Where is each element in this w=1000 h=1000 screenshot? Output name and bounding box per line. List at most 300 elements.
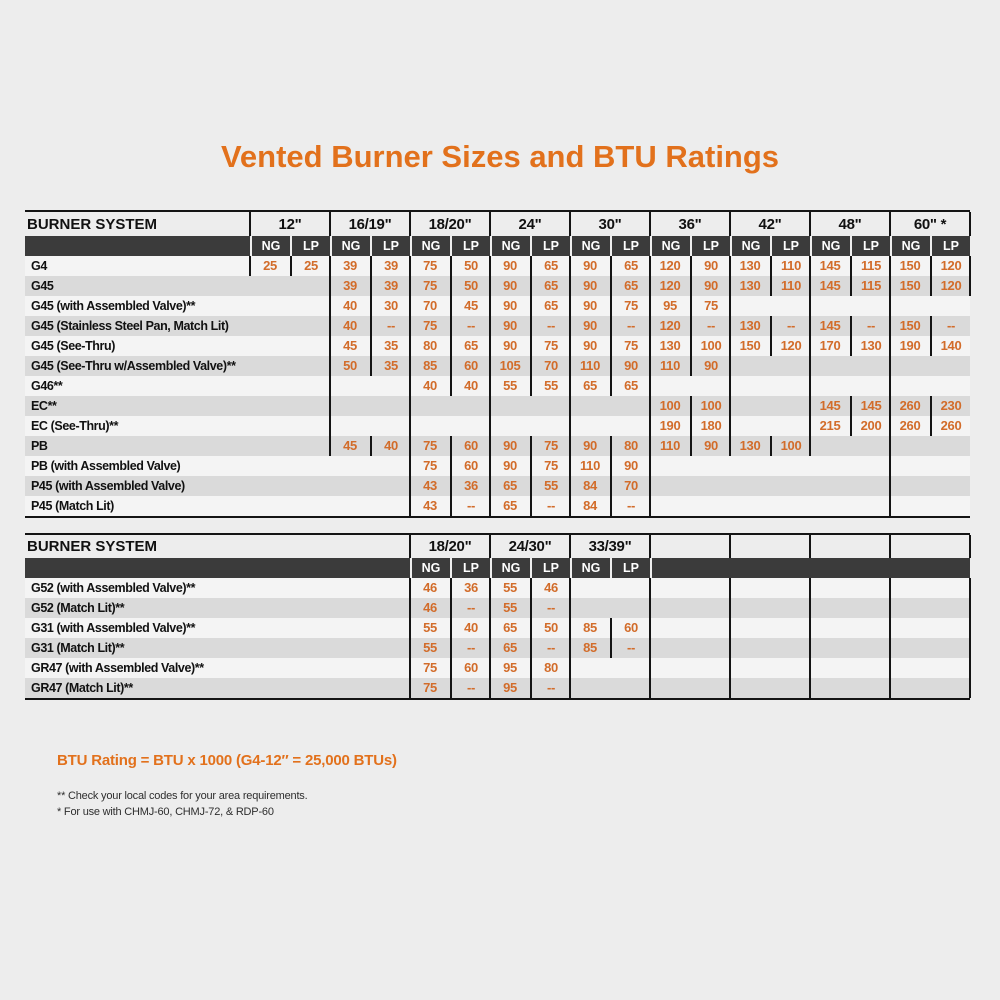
btu-value-cell: --: [930, 316, 970, 336]
group-divider: [569, 212, 571, 236]
btu-value-cell: 95: [663, 298, 677, 313]
gas-label: NG: [410, 236, 450, 256]
btu-value-cell: 39: [343, 278, 357, 293]
gas-bar-spacer: [25, 236, 250, 256]
btu-value-cell: --: [530, 638, 570, 658]
btu-value-cell: [570, 396, 610, 416]
gas-label: LP: [850, 236, 890, 256]
table-row: [25, 476, 970, 496]
btu-value-cell: 260: [899, 398, 921, 413]
btu-value-cell: 215: [819, 418, 841, 433]
burner-name: G31 (with Assembled Valve)**: [31, 621, 196, 635]
group-divider: [569, 535, 571, 558]
btu-value-cell: 39: [343, 258, 357, 273]
btu-value-cell: [690, 456, 730, 476]
btu-value-cell: 40: [450, 618, 490, 638]
table-row: [25, 296, 970, 316]
burner-name: P45 (with Assembled Valve): [31, 479, 185, 493]
btu-value-cell: 84: [583, 478, 597, 493]
table-row: [25, 336, 970, 356]
btu-value-cell: [850, 496, 890, 516]
btu-value-cell: [850, 436, 890, 456]
btu-value-cell: [690, 496, 730, 516]
btu-value-cell: --: [370, 316, 410, 336]
gas-label: NG: [330, 236, 370, 256]
btu-value-cell: 65: [450, 336, 490, 356]
btu-value-cell: 130: [739, 258, 761, 273]
group-divider: [649, 256, 651, 516]
btu-value-cell: 90: [503, 458, 517, 473]
btu-value-cell: 40: [343, 318, 357, 333]
btu-value-cell: 65: [503, 478, 517, 493]
btu-value-cell: 50: [450, 256, 490, 276]
btu-value-cell: --: [610, 496, 650, 516]
btu-value-cell: [250, 476, 290, 496]
btu-value-cell: [450, 396, 490, 416]
btu-value-cell: [490, 416, 530, 436]
btu-value-cell: 110: [770, 256, 810, 276]
btu-value-cell: --: [530, 316, 570, 336]
btu-value-cell: 75: [530, 436, 570, 456]
btu-value-cell: 85: [583, 620, 597, 635]
btu-value-cell: 115: [850, 256, 890, 276]
burner-name: G52 (with Assembled Valve)**: [31, 581, 196, 595]
btu-value-cell: 150: [899, 258, 921, 273]
btu-value-cell: --: [530, 496, 570, 516]
table-row: [25, 416, 970, 436]
btu-value-cell: 60: [450, 456, 490, 476]
gas-label: LP: [450, 558, 490, 578]
group-divider: [489, 212, 491, 236]
size-header: 12": [278, 215, 302, 233]
btu-value-cell: 90: [690, 256, 730, 276]
group-divider: [729, 212, 731, 236]
btu-value-cell: 55: [530, 476, 570, 496]
group-divider: [569, 578, 571, 698]
btu-value-cell: [330, 456, 370, 476]
btu-value-cell: 90: [583, 438, 597, 453]
btu-value-cell: 260: [899, 418, 921, 433]
btu-value-cell: [930, 356, 970, 376]
table-row: [25, 496, 970, 516]
btu-value-cell: --: [450, 496, 490, 516]
btu-value-cell: 65: [530, 276, 570, 296]
btu-value-cell: 43: [423, 478, 437, 493]
btu-value-cell: 90: [583, 338, 597, 353]
btu-value-cell: 30: [370, 296, 410, 316]
btu-value-cell: 60: [450, 356, 490, 376]
btu-value-cell: --: [770, 316, 810, 336]
group-divider: [249, 212, 251, 236]
gas-bar-spacer: [25, 558, 410, 578]
btu-value-cell: 90: [583, 298, 597, 313]
btu-value-cell: [290, 496, 330, 516]
group-divider: [569, 256, 571, 516]
btu-value-cell: [770, 296, 810, 316]
btu-value-cell: [810, 496, 850, 516]
burner-name: G45 (with Assembled Valve)**: [31, 299, 196, 313]
burner-name: PB: [31, 439, 48, 453]
btu-value-cell: 100: [690, 396, 730, 416]
group-divider: [649, 578, 651, 698]
burner-table-linear: [25, 533, 970, 700]
btu-value-cell: 55: [503, 580, 517, 595]
gas-label: LP: [530, 236, 570, 256]
btu-value-cell: [290, 376, 330, 396]
gas-label: LP: [450, 236, 490, 256]
btu-value-cell: 145: [819, 398, 841, 413]
group-divider: [809, 578, 811, 698]
btu-value-cell: 145: [819, 318, 841, 333]
table-row: [25, 376, 970, 396]
table-row: [25, 678, 970, 698]
size-header: 60" *: [913, 215, 947, 233]
burner-name: G45: [31, 279, 54, 293]
gas-label: NG: [810, 236, 850, 256]
btu-value-cell: [250, 276, 290, 296]
group-divider: [729, 578, 731, 698]
burner-name: G31 (Match Lit)**: [31, 641, 125, 655]
btu-value-cell: [770, 456, 810, 476]
burner-table-vented: [25, 210, 970, 518]
btu-value-cell: 130: [739, 318, 761, 333]
group-divider: [409, 535, 411, 558]
btu-value-cell: 75: [423, 258, 437, 273]
btu-value-cell: 50: [530, 618, 570, 638]
btu-value-cell: [850, 376, 890, 396]
btu-value-cell: 110: [579, 358, 601, 373]
btu-value-cell: [330, 376, 370, 396]
btu-value-cell: [930, 296, 970, 316]
size-header: 42": [758, 215, 782, 233]
btu-value-cell: 145: [850, 396, 890, 416]
group-divider: [329, 212, 331, 236]
btu-value-cell: 120: [930, 256, 970, 276]
table-body: [25, 256, 970, 516]
burner-name: G45 (Stainless Steel Pan, Match Lit): [31, 319, 229, 333]
btu-value-cell: 65: [530, 256, 570, 276]
group-divider: [329, 256, 331, 456]
burner-name: G45 (See-Thru): [31, 339, 115, 353]
burner-name: G52 (Match Lit)**: [31, 601, 125, 615]
gas-label: NG: [490, 558, 530, 578]
size-header: 48": [838, 215, 862, 233]
btu-value-cell: [330, 416, 370, 436]
btu-value-cell: --: [690, 316, 730, 336]
btu-value-cell: --: [450, 678, 490, 698]
btu-value-cell: 115: [850, 276, 890, 296]
btu-value-cell: 90: [610, 456, 650, 476]
btu-value-cell: 85: [423, 358, 437, 373]
btu-value-cell: [770, 356, 810, 376]
btu-value-cell: [610, 658, 650, 678]
group-divider: [889, 212, 891, 236]
btu-value-cell: [930, 476, 970, 496]
gas-label: NG: [730, 236, 770, 256]
btu-value-cell: [890, 496, 930, 516]
btu-value-cell: [770, 476, 810, 496]
btu-value-cell: --: [610, 638, 650, 658]
size-header: 16/19": [348, 215, 392, 233]
btu-value-cell: [290, 416, 330, 436]
btu-value-cell: [850, 296, 890, 316]
btu-value-cell: [490, 396, 530, 416]
group-divider: [729, 535, 731, 558]
btu-value-cell: [570, 416, 610, 436]
burner-name: EC (See-Thru)**: [31, 419, 119, 433]
btu-value-cell: 100: [659, 398, 681, 413]
btu-value-cell: [890, 356, 930, 376]
btu-value-cell: 55: [503, 378, 517, 393]
btu-value-cell: 80: [423, 338, 437, 353]
btu-value-cell: 80: [530, 658, 570, 678]
btu-value-cell: [930, 436, 970, 456]
btu-value-cell: [810, 476, 850, 496]
btu-value-cell: 140: [930, 336, 970, 356]
btu-value-cell: [250, 416, 290, 436]
btu-value-cell: 65: [503, 640, 517, 655]
btu-value-cell: 75: [610, 336, 650, 356]
btu-value-cell: 90: [503, 258, 517, 273]
size-header: 18/20": [428, 215, 472, 233]
btu-value-cell: 145: [819, 278, 841, 293]
burner-system-header: BURNER SYSTEM: [27, 215, 158, 233]
btu-value-cell: 65: [610, 256, 650, 276]
btu-value-cell: [370, 396, 410, 416]
group-divider: [969, 578, 971, 698]
btu-value-cell: [690, 376, 730, 396]
size-header: 33/39": [588, 538, 632, 555]
group-divider: [889, 578, 891, 698]
btu-value-cell: --: [850, 316, 890, 336]
burner-name: GR47 (with Assembled Valve)**: [31, 661, 204, 675]
btu-value-cell: 90: [583, 318, 597, 333]
btu-value-cell: [730, 476, 770, 496]
table-row: [25, 658, 970, 678]
table-row: [25, 578, 970, 598]
size-header: 30": [598, 215, 622, 233]
btu-value-cell: 75: [423, 680, 437, 695]
btu-value-cell: 130: [850, 336, 890, 356]
table-body: [25, 578, 970, 698]
btu-value-cell: 65: [610, 276, 650, 296]
btu-value-cell: [570, 598, 610, 618]
table-row: [25, 396, 970, 416]
btu-value-cell: 90: [503, 278, 517, 293]
btu-value-cell: [610, 678, 650, 698]
btu-value-cell: 75: [610, 296, 650, 316]
btu-value-cell: 85: [583, 640, 597, 655]
btu-value-cell: [810, 376, 850, 396]
table-header-row: [25, 212, 970, 236]
group-divider: [969, 212, 971, 236]
btu-value-cell: 45: [343, 338, 357, 353]
btu-value-cell: 35: [370, 356, 410, 376]
table-row: [25, 276, 970, 296]
table-bottom-border: [25, 698, 970, 700]
btu-value-cell: 46: [530, 578, 570, 598]
btu-value-cell: 36: [450, 578, 490, 598]
btu-value-cell: 190: [899, 338, 921, 353]
btu-value-cell: 75: [530, 336, 570, 356]
btu-value-cell: 65: [610, 376, 650, 396]
btu-value-cell: --: [530, 598, 570, 618]
btu-value-cell: 260: [930, 416, 970, 436]
btu-value-cell: [810, 356, 850, 376]
btu-value-cell: [250, 396, 290, 416]
btu-value-cell: 200: [850, 416, 890, 436]
btu-value-cell: --: [530, 678, 570, 698]
btu-value-cell: [330, 496, 370, 516]
table-row: [25, 638, 970, 658]
btu-value-cell: [930, 456, 970, 476]
table-row: [25, 456, 970, 476]
size-header: 24": [518, 215, 542, 233]
group-divider: [409, 256, 411, 516]
table-row: [25, 618, 970, 638]
btu-value-cell: 145: [819, 258, 841, 273]
btu-value-cell: 190: [659, 418, 681, 433]
btu-value-cell: 75: [423, 438, 437, 453]
burner-name: PB (with Assembled Valve): [31, 459, 181, 473]
btu-value-cell: 65: [583, 378, 597, 393]
group-divider: [649, 212, 651, 236]
btu-value-cell: [690, 476, 730, 496]
btu-value-cell: [810, 296, 850, 316]
btu-value-cell: [290, 476, 330, 496]
btu-value-cell: 39: [370, 256, 410, 276]
gas-label: NG: [250, 236, 290, 256]
btu-value-cell: 130: [659, 338, 681, 353]
btu-value-cell: 70: [530, 356, 570, 376]
gas-label: NG: [570, 236, 610, 256]
gas-label: LP: [610, 558, 650, 578]
page-title: Vented Burner Sizes and BTU Ratings: [220, 139, 780, 174]
gas-label: LP: [290, 236, 330, 256]
btu-value-cell: 60: [450, 658, 490, 678]
btu-value-cell: [250, 296, 290, 316]
btu-value-cell: 100: [770, 436, 810, 456]
btu-value-cell: 90: [690, 276, 730, 296]
btu-value-cell: [250, 356, 290, 376]
btu-value-cell: [370, 496, 410, 516]
btu-value-cell: 60: [610, 618, 650, 638]
group-divider: [809, 256, 811, 456]
btu-value-cell: [730, 496, 770, 516]
btu-value-cell: 230: [930, 396, 970, 416]
btu-value-cell: 40: [450, 376, 490, 396]
btu-value-cell: --: [450, 638, 490, 658]
burner-name: EC**: [31, 399, 57, 413]
table-row: [25, 598, 970, 618]
btu-value-cell: [530, 396, 570, 416]
btu-value-cell: 105: [499, 358, 521, 373]
btu-value-cell: [730, 456, 770, 476]
btu-value-cell: --: [450, 598, 490, 618]
gas-label: LP: [370, 236, 410, 256]
btu-value-cell: [410, 396, 450, 416]
table-bottom-border: [25, 516, 970, 518]
gas-label: NG: [650, 236, 690, 256]
btu-value-cell: 120: [659, 318, 681, 333]
btu-value-cell: 50: [450, 276, 490, 296]
btu-value-cell: 75: [423, 458, 437, 473]
btu-value-cell: 100: [690, 336, 730, 356]
btu-value-cell: [250, 436, 290, 456]
btu-value-cell: 39: [370, 276, 410, 296]
btu-value-cell: [650, 456, 690, 476]
footnote-for-use: * For use with CHMJ-60, CHMJ-72, & RDP-60: [57, 806, 274, 818]
btu-value-cell: [850, 456, 890, 476]
btu-value-cell: 110: [579, 458, 601, 473]
btu-value-cell: [890, 456, 930, 476]
btu-value-cell: [890, 296, 930, 316]
btu-value-cell: [290, 296, 330, 316]
btu-value-cell: 120: [659, 258, 681, 273]
btu-value-cell: 90: [690, 356, 730, 376]
btu-value-cell: [290, 336, 330, 356]
group-divider: [889, 256, 891, 516]
btu-value-cell: 150: [739, 338, 761, 353]
btu-value-cell: 35: [370, 336, 410, 356]
btu-value-cell: 60: [450, 436, 490, 456]
burner-name: G4: [31, 259, 47, 273]
btu-value-cell: [610, 598, 650, 618]
btu-value-cell: 90: [583, 278, 597, 293]
btu-value-cell: 130: [739, 438, 761, 453]
btu-value-cell: [610, 396, 650, 416]
btu-value-cell: 25: [263, 258, 277, 273]
gas-header-bar: [25, 558, 970, 578]
btu-value-cell: 75: [690, 296, 730, 316]
btu-value-cell: [330, 396, 370, 416]
gas-label: NG: [490, 236, 530, 256]
btu-value-cell: 130: [739, 278, 761, 293]
btu-value-cell: [250, 316, 290, 336]
btu-value-cell: [610, 578, 650, 598]
btu-value-cell: 75: [423, 318, 437, 333]
btu-value-cell: 110: [770, 276, 810, 296]
btu-value-cell: 180: [690, 416, 730, 436]
btu-value-cell: [290, 276, 330, 296]
btu-value-cell: [730, 296, 770, 316]
btu-value-cell: 65: [530, 296, 570, 316]
btu-value-cell: 95: [503, 680, 517, 695]
burner-name: G45 (See-Thru w/Assembled Valve)**: [31, 359, 236, 373]
group-divider: [809, 212, 811, 236]
btu-value-cell: [290, 316, 330, 336]
btu-value-cell: [850, 356, 890, 376]
btu-value-cell: [370, 376, 410, 396]
btu-value-cell: 90: [610, 356, 650, 376]
table-row: [25, 436, 970, 456]
btu-value-cell: [930, 376, 970, 396]
btu-value-cell: [770, 396, 810, 416]
btu-value-cell: [570, 678, 610, 698]
btu-value-cell: [530, 416, 570, 436]
btu-value-cell: 84: [583, 498, 597, 513]
btu-value-cell: 55: [423, 640, 437, 655]
btu-value-cell: 55: [530, 376, 570, 396]
btu-value-cell: [770, 376, 810, 396]
btu-value-cell: [250, 456, 290, 476]
group-divider: [649, 535, 651, 558]
group-divider: [889, 535, 891, 558]
group-divider: [729, 256, 731, 456]
btu-value-cell: 150: [899, 278, 921, 293]
btu-value-cell: [250, 376, 290, 396]
gas-header-bar: [25, 236, 970, 256]
